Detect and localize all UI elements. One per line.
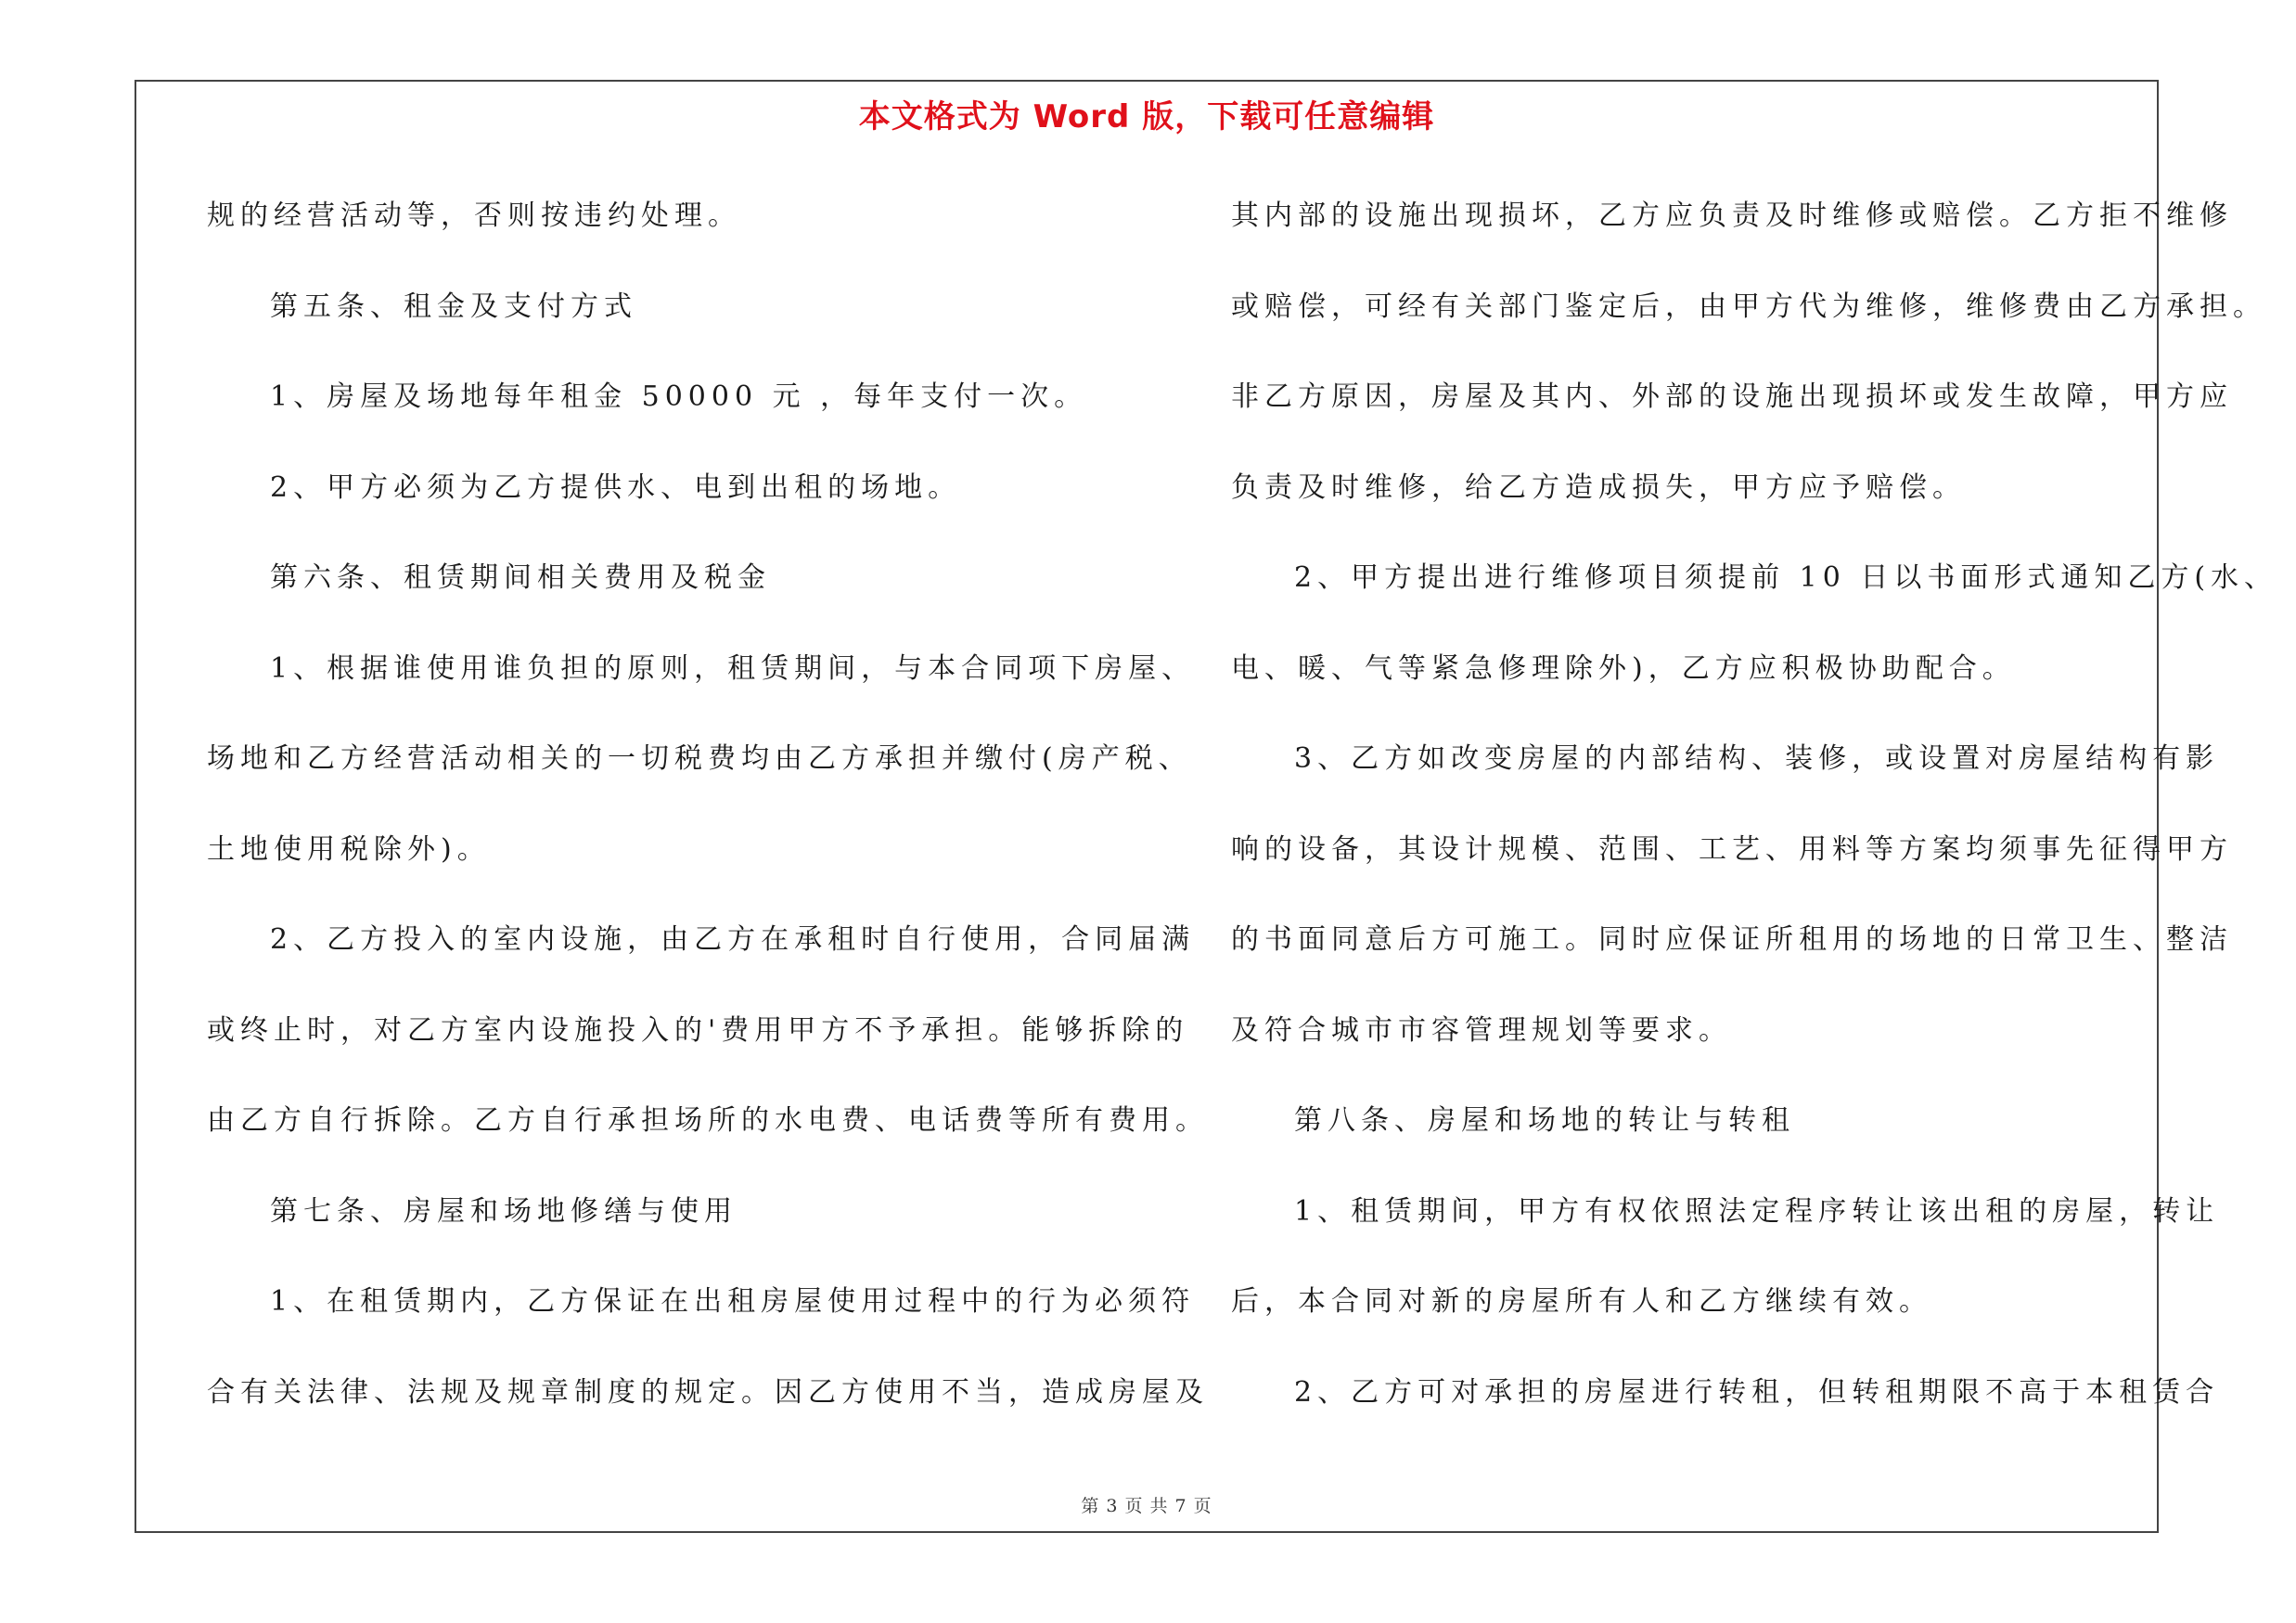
paragraph-line: 合有关法律、法规及规章制度的规定。因乙方使用不当，造成房屋及 (207, 1375, 1209, 1409)
section-heading: 第六条、租赁期间相关费用及税金 (270, 561, 771, 594)
paragraph-line: 2、甲方提出进行维修项目须提前 10 日以书面形式通知乙方(水、 (1294, 561, 2278, 594)
paragraph-line: 由乙方自行拆除。乙方自行承担场所的水电费、电话费等所有费用。 (207, 1104, 1209, 1137)
paragraph-line: 2、甲方必须为乙方提供水、电到出租的场地。 (270, 470, 962, 504)
paragraph-line: 的书面同意后方可施工。同时应保证所租用的场地的日常卫生、整洁 (1231, 923, 2233, 956)
paragraph-line: 或终止时，对乙方室内设施投入的'费用甲方不予承担。能够拆除的 (207, 1013, 1189, 1047)
paragraph-line: 响的设备，其设计规模、范围、工艺、用料等方案均须事先征得甲方 (1231, 832, 2233, 866)
paragraph-line: 1、房屋及场地每年租金 50000 元 ，每年支付一次。 (270, 380, 1088, 413)
paragraph-line: 或赔偿，可经有关部门鉴定后，由甲方代为维修，维修费由乙方承担。 (1231, 290, 2266, 323)
paragraph-line: 2、乙方可对承担的房屋进行转租，但转租期限不高于本租赁合 (1294, 1375, 2220, 1409)
paragraph-line: 1、根据谁使用谁负担的原则，租赁期间，与本合同项下房屋、 (270, 651, 1196, 685)
paragraph-line: 其内部的设施出现损坏，乙方应负责及时维修或赔偿。乙方拒不维修 (1231, 200, 2233, 232)
left-column (207, 186, 1209, 1452)
paragraph-line: 土地使用税除外)。 (207, 832, 491, 866)
paragraph-line: 1、在租赁期内，乙方保证在出租房屋使用过程中的行为必须符 (270, 1285, 1196, 1318)
paragraph-line: 1、租赁期间，甲方有权依照法定程序转让该出租的房屋，转让 (1294, 1194, 2220, 1228)
right-column (1231, 186, 2278, 1452)
paragraph-line: 负责及时维修，给乙方造成损失，甲方应予赔偿。 (1231, 470, 1966, 504)
paragraph-line: 3、乙方如改变房屋的内部结构、装修，或设置对房屋结构有影 (1294, 742, 2220, 775)
paragraph-line: 后，本合同对新的房屋所有人和乙方继续有效。 (1231, 1285, 1932, 1318)
paragraph-line: 电、暖、气等紧急修理除外)，乙方应积极协助配合。 (1231, 651, 2016, 685)
paragraph-line: 及符合城市市容管理规划等要求。 (1231, 1013, 1732, 1047)
paragraph-line: 非乙方原因，房屋及其内、外部的设施出现损坏或发生故障，甲方应 (1231, 380, 2233, 413)
paragraph-line: 场地和乙方经营活动相关的一切税费均由乙方承担并缴付(房产税、 (207, 742, 1192, 775)
page-number-footer: 第 3 页 共 7 页 (1081, 1496, 1212, 1516)
section-heading: 第七条、房屋和场地修缮与使用 (270, 1194, 738, 1228)
word-format-banner: 本文格式为 Word 版，下载可任意编辑 (858, 98, 1435, 135)
paragraph-line: 2、乙方投入的室内设施，由乙方在承租时自行使用，合同届满 (270, 923, 1196, 956)
section-heading: 第五条、租金及支付方式 (270, 290, 637, 323)
page-frame (135, 80, 2278, 1533)
paragraph-line: 规的经营活动等，否则按违约处理。 (207, 200, 741, 232)
section-heading: 第八条、房屋和场地的转让与转租 (1294, 1104, 1795, 1137)
